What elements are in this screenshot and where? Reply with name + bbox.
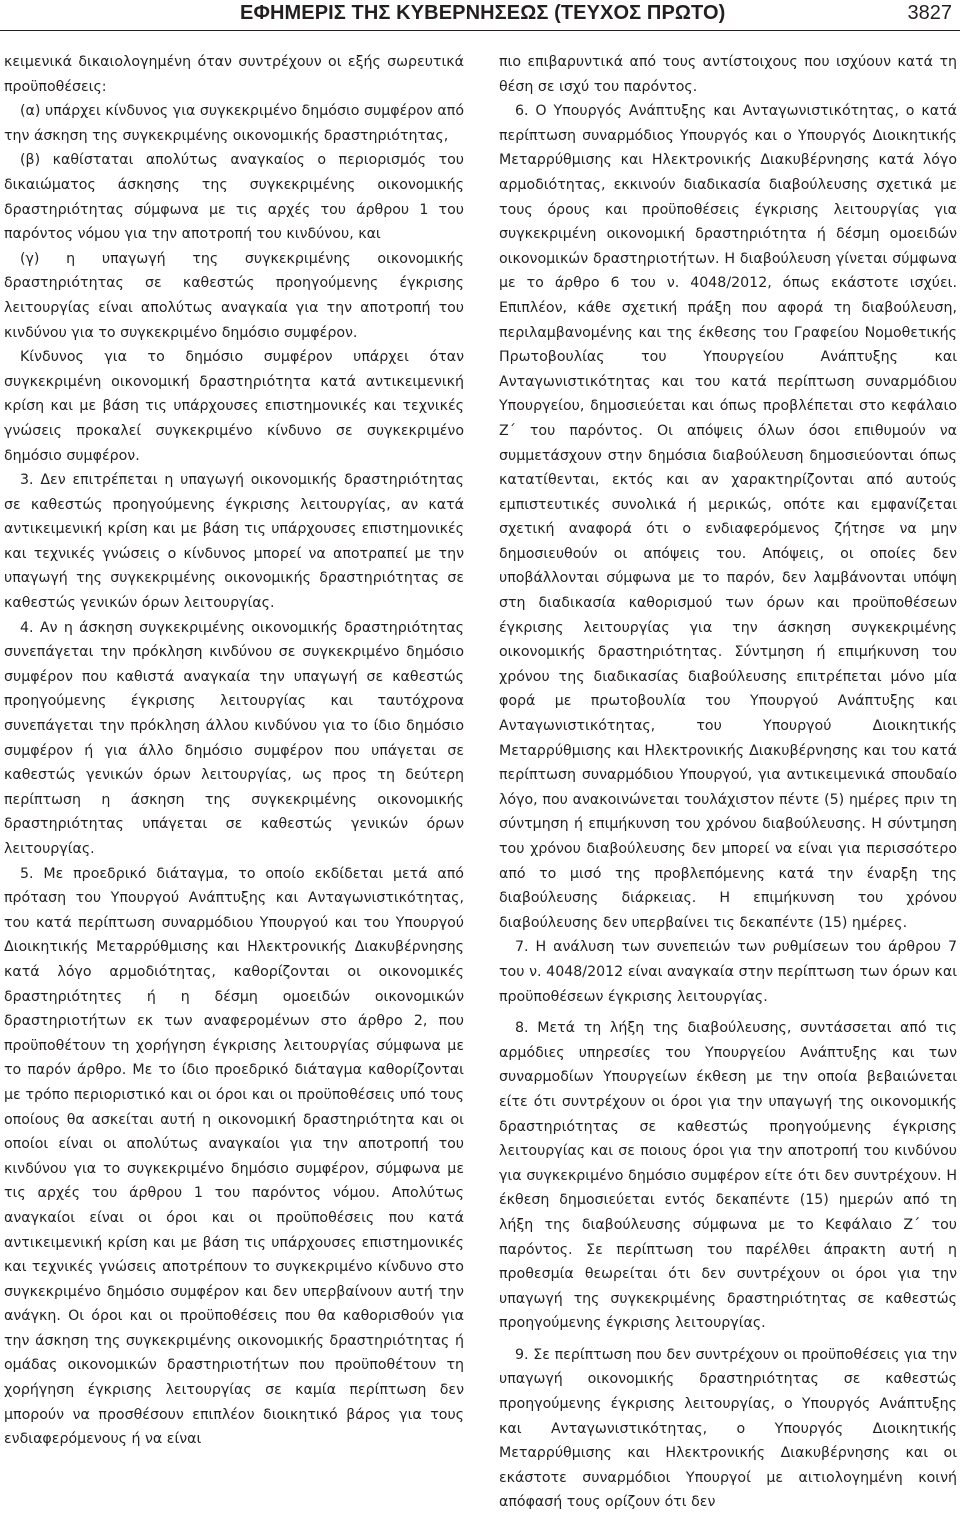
- paragraph: (β) καθίσταται απολύτως αναγκαίος ο περιορισμός του δικαιώματος άσκησης της συγκεκριμένης οικονομικής δραστηριότητας σύμφωνα με τις αρχές του άρθρου 1 του παρόντος νόμου για την αποτροπή του κινδύνου, και: [4, 152, 464, 243]
- paragraph: 4. Αν η άσκηση συγκεκριμένης οικονομικής δραστηριότητας συνεπάγεται την πρόκληση κινδύνου σε συγκεκριμένο δημόσιο συμφέρον που καθιστά αναγκαία την υπαγωγή σε καθεστώς προηγούμενης έγκρισης λειτουργίας και ταυτόχρονα συνεπάγεται την πρόκληση άλλου κινδύνου για το ίδιο δημόσιο συμφέρον ή για άλλο δημόσιο συμφέρον που υπάγεται σε καθεστώς γενικών όρων λειτουργίας, ως προς τη δεύτερη περίπτωση η άσκηση της συγκεκριμένης οικονομικής δραστηριότητας υπάγεται σε καθεστώς γενικών όρων λειτουργίας.: [4, 619, 464, 857]
- paragraph: πιο επιβαρυντικά από τους αντίστοιχους που ισχύουν κατά τη θέση σε ισχύ του παρόντος.: [499, 54, 957, 95]
- page-number: 3827: [907, 2, 952, 24]
- left-column: [4, 50, 464, 1452]
- paragraph: 3. Δεν επιτρέπεται η υπαγωγή οικονομικής δραστηριότητας σε καθεστώς προηγούμενης έγκρισης λειτουργίας, αν κατά αντικειμενική κρίση και με βάση τις υπάρχουσες επιστημονικές και τεχνικές γνώσεις ο κίνδυνος μπορεί να αποτραπεί με την υπαγωγή της συγκεκριμένης οικονομικής δραστηριότητας σε καθεστώς γενικών όρων λειτουργίας.: [4, 472, 464, 612]
- paragraph: κειμενικά δικαιολογημένη όταν συντρέχουν οι εξής σωρευτικά προϋποθέσεις:: [4, 54, 464, 95]
- paragraph: 7. Η ανάλυση των συνεπειών των ρυθμίσεων του άρθρου 7 του ν. 4048/2012 είναι αναγκαία στην περίπτωση των όρων και προϋποθέσεων έγκρισης λειτουργίας.: [499, 939, 957, 1005]
- right-column: [499, 50, 957, 1515]
- paragraph: Κίνδυνος για το δημόσιο συμφέρον υπάρχει όταν συγκεκριμένη οικονομική δραστηριότητα κατά αντικειμενική κρίση και με βάση τις υπάρχουσες επιστημονικές και τεχνικές γνώσεις προκαλεί συγκεκριμένο κίνδυνο σε συγκεκριμένο δημόσιο συμφέρον.: [4, 349, 464, 464]
- paragraph: (α) υπάρχει κίνδυνος για συγκεκριμένο δημόσιο συμφέρον από την άσκηση της συγκεκριμένης οικονομικής δραστηριότητας,: [4, 103, 464, 144]
- paragraph: 6. Ο Υπουργός Ανάπτυξης και Ανταγωνιστικότητας, ο κατά περίπτωση συναρμόδιος Υπουργός και ο Υπουργός Διοικητικής Μεταρρύθμισης και Ηλεκτρονικής Διακυβέρνησης κατά λόγο αρμοδιότητας, εκκινούν διαδικασία διαβούλευσης σχετικά με τους όρους και προϋποθέσεις έγκρισης λειτουργίας για συγκεκριμένη οικονομική δραστηριότητα ή δέσμη ομοειδών οικονομικών δραστηριοτήτων. Η διαβούλευση γίνεται σύμφωνα με το άρθρο 6 του ν. 4048/2012, όπως εκάστοτε ισχύει. Επιπλέον, κάθε σχετική πράξη που αφορά τη διαβούλευση, περιλαμβανομένης και της έκθεσης του Γραφείου Νομοθετικής Πρωτοβουλίας του Υπουργείου Ανάπτυξης και Ανταγωνιστικότητας και του κατά περίπτωση συναρμόδιου Υπουργείου, δημοσιεύεται και όπως προβλέπεται στο κεφάλαιο Ζ΄ του παρόντος. Οι απόψεις όλων όσοι επιθυμούν να συμμετάσχουν στην δημόσια διαβούλευση δημοσιεύονται όπως κατατίθενται, εκτός και αν χαρακτηρίζονται από αυτούς εμπιστευτικές συνολικά ή μερικώς, οπότε και εμφανίζεται σχετική αναφορά ότι ο ενδιαφερόμενος ζήτησε να μην δημοσιευθούν οι απόψεις του. Απόψεις, οι οποίες δεν υποβάλλονται σύμφωνα με το παρόν, δεν λαμβάνονται υπόψη στη διαδικασία καθορισμού των όρων και προϋποθέσεων έγκρισης λειτουργίας για την άσκηση συγκεκριμένης οικονομικής δραστηριότητας. Σύντμηση ή επιμήκυνση του χρόνου της διαδικασίας διαβούλευσης επιτρέπεται μόνο μία φορά με πρωτοβουλία του Υπουργού Ανάπτυξης και Ανταγωνιστικότητας, του Υπουργού Διοικητικής Μεταρρύθμισης και Ηλεκτρονικής Διακυβέρνησης και του κατά περίπτωση συναρμόδιου Υπουργού, για αντικειμενικά σπουδαίο λόγο, που ανακοινώνεται τουλάχιστον πέντε (5) ημέρες πριν τη σύντμηση ή επιμήκυνση του χρόνου διαβούλευσης. Η σύντμηση του χρόνου διαβούλευσης δεν μπορεί να είναι για περισσότερο από το μισό της προβλεπόμενης κατά την έναρξη της διαβούλευσης διάρκειας. Η επιμήκυνση του χρόνου διαβούλευσης δεν υπερβαίνει τις δεκαπέντε (15) ημέρες.: [499, 103, 957, 931]
- page-header: [0, 0, 960, 31]
- gazette-title: ΕΦΗΜΕΡΙΣ ΤΗΣ ΚΥΒΕΡΝΗΣΕΩΣ (ΤΕΥΧΟΣ ΠΡΩΤΟ): [240, 2, 726, 24]
- paragraph: (γ) η υπαγωγή της συγκεκριμένης οικονομικής δραστηριότητας σε καθεστώς προηγούμενης έγκρισης λειτουργίας είναι απολύτως αναγκαία για την αποτροπή του κινδύνου για το συγκεκριμένο δημόσιο συμφέρον.: [4, 250, 464, 341]
- paragraph: 8. Μετά τη λήξη της διαβούλευσης, συντάσσεται από τις αρμόδιες υπηρεσίες του Υπουργείου Ανάπτυξης και των συναρμοδίων Υπουργείων έκθεση με την οποία βεβαιώνεται είτε ότι συντρέχουν οι όροι για την υπαγωγή της οικονομικής δραστηριότητας σε καθεστώς προηγούμενης έγκρισης λειτουργίας και σε ποιους όροι για την αποτροπή του κινδύνου για συγκεκριμένο δημόσιο συμφέρον είτε ότι δεν συντρέχουν. Η έκθεση δημοσιεύεται εντός δεκαπέντε (15) ημερών από τη λήξη της διαβούλευσης σύμφωνα με το Κεφάλαιο Ζ΄ του παρόντος. Σε περίπτωση του παρέλθει άπρακτη αυτή η προθεσμία θεωρείται ότι δεν συντρέχουν οι όροι για την υπαγωγή της συγκεκριμένης δραστηριότητας σε καθεστώς προηγούμενης έγκρισης λειτουργίας.: [499, 1020, 957, 1332]
- paragraph: 9. Σε περίπτωση που δεν συντρέχουν οι προϋποθέσεις για την υπαγωγή οικονομικής δραστηριότητας σε καθεστώς προηγούμενης έγκρισης λειτουργίας, ο Υπουργός Ανάπτυξης και Ανταγωνιστικότητας, ο Υπουργός Διοικητικής Μεταρρύθμισης και Ηλεκτρονικής Διακυβέρνησης και οι εκάστοτε συναρμόδιοι Υπουργοί με αιτιολογημένη κοινή απόφασή τους ορίζουν ότι δεν: [499, 1346, 957, 1511]
- paragraph: 5. Με προεδρικό διάταγμα, το οποίο εκδίδεται μετά από πρόταση του Υπουργού Ανάπτυξης και Ανταγωνιστικότητας, του κατά περίπτωση συναρμόδιου Υπουργού και του Υπουργού Διοικητικής Μεταρρύθμισης και Ηλεκτρονικής Διακυβέρνησης κατά λόγο αρμοδιότητας, καθορίζονται οι οικονομικές δραστηριότητες ή η δέσμη ομοειδών οικονομικών δραστηριοτήτων εκ των αναφερομένων στο άρθρο 2, που προϋποθέτουν τη χορήγηση έγκρισης λειτουργίας σύμφωνα με το παρόν άρθρο. Με το ίδιο προεδρικό διάταγμα καθορίζονται με τρόπο περιοριστικό και οι όροι και οι προϋποθέσεις υπό τους οποίους θα ασκείται αυτή η οικονομική δραστηριότητα και οι οποίοι είναι οι απολύτως αναγκαίοι για την αποτροπή του κινδύνου για το συγκεκριμένο δημόσιο συμφέρον, σύμφωνα με τις αρχές του άρθρου 1 του παρόντος νόμου. Απολύτως αναγκαίοι είναι οι όροι και οι προϋποθέσεις που κατά αντικειμενική κρίση και με βάση τις υπάρχουσες επιστημονικές και τεχνικές γνώσεις αποτρέπουν το συγκεκριμένο κίνδυνο στο συγκεκριμένο δημόσιο συμφέρον και δεν υπερβαίνουν αυτή την ανάγκη. Οι όροι και οι προϋποθέσεις που θα καθορισθούν για την άσκηση της συγκεκριμένης οικονομικής δραστηριότητας ή ομάδας οικονομικών δραστηριοτήτων που προϋποθέτουν τη χορήγηση έγκρισης λειτουργίας σε καμία περίπτωση δεν μπορούν να προσθέσουν επιπλέον διοικητικό βάρος για τους ενδιαφερόμενους ή να είναι: [4, 865, 464, 1448]
